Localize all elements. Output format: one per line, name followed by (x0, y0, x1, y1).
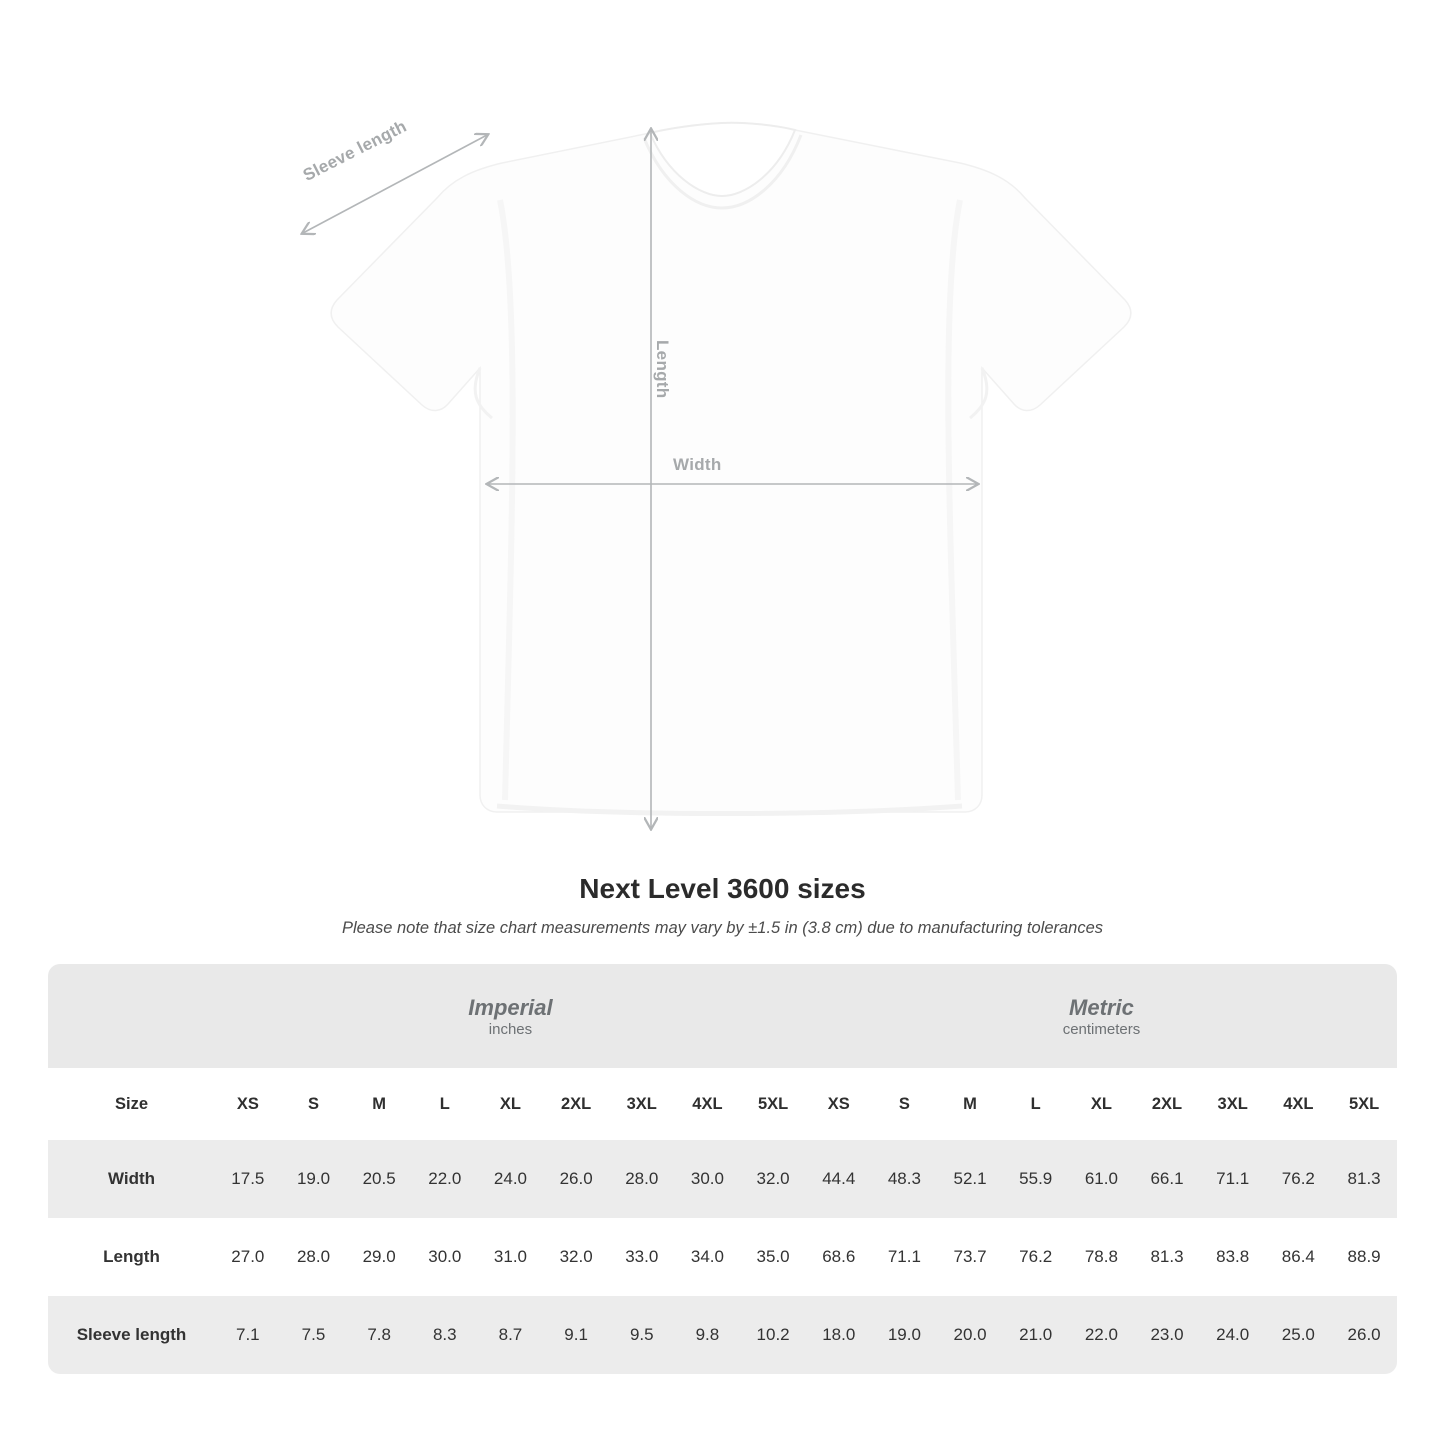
width-imperial-5xl: 32.0 (740, 1140, 806, 1218)
unit-group-imperial-sub: inches (488, 1021, 533, 1039)
sleeve-imperial-4xl: 9.8 (675, 1296, 741, 1374)
length-imperial-xl: 31.0 (478, 1218, 544, 1296)
length-imperial-2xl: 32.0 (543, 1218, 609, 1296)
size-header-imperial-s: S (281, 1068, 347, 1140)
width-imperial-l: 22.0 (412, 1140, 478, 1218)
size-header-metric-s: S (872, 1068, 938, 1140)
length-imperial-4xl: 34.0 (675, 1218, 741, 1296)
unit-header-corner (48, 964, 215, 1068)
length-metric-5xl: 88.9 (1331, 1218, 1397, 1296)
length-imperial-l: 30.0 (412, 1218, 478, 1296)
length-metric-m: 73.7 (937, 1218, 1003, 1296)
size-header-row (48, 1068, 1397, 1140)
row-label-width: Width (48, 1140, 215, 1218)
length-metric-4xl: 86.4 (1266, 1218, 1332, 1296)
size-chart-table (48, 964, 1397, 1374)
length-metric-l: 76.2 (1003, 1218, 1069, 1296)
sleeve-length-label: Sleeve length (300, 116, 410, 185)
length-label: Length (653, 340, 672, 399)
width-imperial-3xl: 28.0 (609, 1140, 675, 1218)
tolerance-note: Please note that size chart measurements may vary by ±1.5 in (3.8 cm) due to manufacturing tolerances (341, 919, 1104, 937)
size-header-imperial-2xl: 2XL (543, 1068, 609, 1140)
width-label: Width (673, 455, 722, 474)
sleeve-metric-2xl: 23.0 (1134, 1296, 1200, 1374)
unit-group-metric-sub: centimeters (1062, 1021, 1141, 1039)
width-metric-s: 48.3 (872, 1140, 938, 1218)
size-header-metric-l: L (1003, 1068, 1069, 1140)
width-imperial-m: 20.5 (346, 1140, 412, 1218)
size-table-wrapper (0, 964, 1445, 1374)
unit-group-imperial (215, 964, 806, 1068)
sleeve-metric-m: 20.0 (937, 1296, 1003, 1374)
width-metric-2xl: 66.1 (1134, 1140, 1200, 1218)
size-header-imperial-m: M (346, 1068, 412, 1140)
length-metric-2xl: 81.3 (1134, 1218, 1200, 1296)
size-header-imperial-xs: XS (215, 1068, 281, 1140)
size-row-label: Size (48, 1068, 215, 1140)
table-row-sleeve-length (48, 1296, 1397, 1374)
row-label-length: Length (48, 1218, 215, 1296)
size-header-metric-m: M (937, 1068, 1003, 1140)
tshirt-shape (331, 123, 1131, 814)
length-metric-xl: 78.8 (1069, 1218, 1135, 1296)
unit-group-metric-name: Metric (1069, 994, 1134, 1020)
size-header-imperial-4xl: 4XL (675, 1068, 741, 1140)
length-imperial-m: 29.0 (346, 1218, 412, 1296)
length-imperial-xs: 27.0 (215, 1218, 281, 1296)
length-imperial-s: 28.0 (281, 1218, 347, 1296)
table-row-width (48, 1140, 1397, 1218)
sleeve-metric-l: 21.0 (1003, 1296, 1069, 1374)
width-imperial-xl: 24.0 (478, 1140, 544, 1218)
size-header-metric-xl: XL (1069, 1068, 1135, 1140)
sleeve-imperial-2xl: 9.1 (543, 1296, 609, 1374)
length-metric-xs: 68.6 (806, 1218, 872, 1296)
row-label-sleeve-length: Sleeve length (48, 1296, 215, 1374)
width-metric-xs: 44.4 (806, 1140, 872, 1218)
width-imperial-xs: 17.5 (215, 1140, 281, 1218)
size-header-metric-2xl: 2XL (1134, 1068, 1200, 1140)
page-title: Next Level 3600 sizes (579, 873, 866, 904)
sleeve-imperial-s: 7.5 (281, 1296, 347, 1374)
sleeve-imperial-xs: 7.1 (215, 1296, 281, 1374)
unit-group-imperial-name: Imperial (468, 994, 553, 1020)
sleeve-imperial-3xl: 9.5 (609, 1296, 675, 1374)
width-metric-4xl: 76.2 (1266, 1140, 1332, 1218)
length-imperial-5xl: 35.0 (740, 1218, 806, 1296)
title-block (0, 873, 1445, 938)
sleeve-metric-5xl: 26.0 (1331, 1296, 1397, 1374)
table-row-length (48, 1218, 1397, 1296)
width-metric-l: 55.9 (1003, 1140, 1069, 1218)
unit-group-metric (806, 964, 1397, 1068)
width-metric-5xl: 81.3 (1331, 1140, 1397, 1218)
width-imperial-4xl: 30.0 (675, 1140, 741, 1218)
sleeve-imperial-5xl: 10.2 (740, 1296, 806, 1374)
size-header-metric-5xl: 5XL (1331, 1068, 1397, 1140)
size-header-imperial-3xl: 3XL (609, 1068, 675, 1140)
size-header-imperial-xl: XL (478, 1068, 544, 1140)
sleeve-imperial-xl: 8.7 (478, 1296, 544, 1374)
size-header-imperial-l: L (412, 1068, 478, 1140)
sleeve-metric-s: 19.0 (872, 1296, 938, 1374)
sleeve-imperial-m: 7.8 (346, 1296, 412, 1374)
sleeve-imperial-l: 8.3 (412, 1296, 478, 1374)
size-header-metric-3xl: 3XL (1200, 1068, 1266, 1140)
length-metric-3xl: 83.8 (1200, 1218, 1266, 1296)
width-imperial-2xl: 26.0 (543, 1140, 609, 1218)
size-header-metric-xs: XS (806, 1068, 872, 1140)
sleeve-metric-xl: 22.0 (1069, 1296, 1135, 1374)
width-metric-m: 52.1 (937, 1140, 1003, 1218)
sleeve-metric-4xl: 25.0 (1266, 1296, 1332, 1374)
sleeve-metric-3xl: 24.0 (1200, 1296, 1266, 1374)
size-header-metric-4xl: 4XL (1266, 1068, 1332, 1140)
length-imperial-3xl: 33.0 (609, 1218, 675, 1296)
sleeve-metric-xs: 18.0 (806, 1296, 872, 1374)
width-metric-3xl: 71.1 (1200, 1140, 1266, 1218)
length-metric-s: 71.1 (872, 1218, 938, 1296)
unit-header-row (48, 964, 1397, 1068)
width-imperial-s: 19.0 (281, 1140, 347, 1218)
width-metric-xl: 61.0 (1069, 1140, 1135, 1218)
size-header-imperial-5xl: 5XL (740, 1068, 806, 1140)
